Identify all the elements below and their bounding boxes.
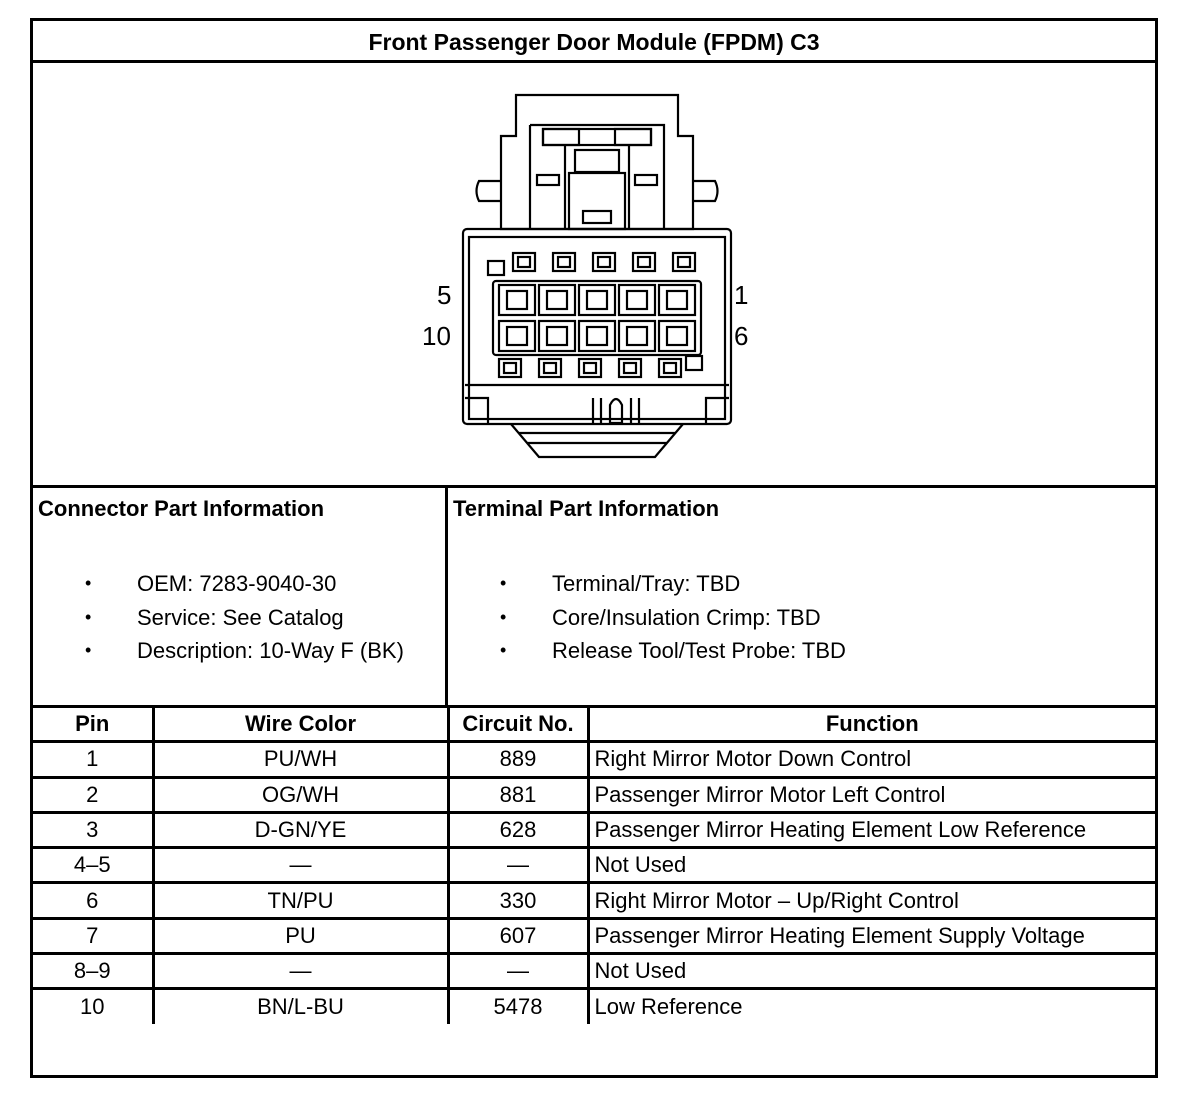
connector-info-oem: OEM: 7283-9040-30 — [137, 571, 337, 596]
list-item — [85, 634, 404, 668]
header-function: Function — [588, 707, 1155, 742]
cell-function: Not Used — [588, 848, 1155, 883]
bullet-icon: • — [85, 573, 92, 593]
cell-wire-color: — — [153, 954, 448, 989]
header-circuit-no: Circuit No. — [448, 707, 588, 742]
terminal-info-release-tool: Release Tool/Test Probe: TBD — [552, 638, 846, 663]
cell-wire-color: D-GN/YE — [153, 812, 448, 847]
connector-diagram — [33, 63, 1155, 488]
cell-function: Passenger Mirror Motor Left Control — [588, 777, 1155, 812]
cell-pin: 6 — [33, 883, 153, 918]
connector-info-service: Service: See Catalog — [137, 604, 344, 630]
bullet-icon: • — [85, 606, 92, 627]
pin-label-10: 10 — [422, 321, 451, 351]
cell-pin: 2 — [33, 777, 153, 812]
list-item — [500, 601, 846, 635]
cell-circuit: 5478 — [448, 989, 588, 1024]
cell-circuit: 628 — [448, 812, 588, 847]
table-row — [33, 742, 1155, 777]
bullet-icon: • — [500, 606, 507, 627]
cell-function: Right Mirror Motor Down Control — [588, 742, 1155, 777]
cell-wire-color: OG/WH — [153, 777, 448, 812]
cell-function: Passenger Mirror Heating Element Supply Voltage — [588, 918, 1155, 953]
cell-wire-color: TN/PU — [153, 883, 448, 918]
connector-info-list — [85, 567, 404, 668]
list-item — [85, 567, 404, 601]
table-row — [33, 918, 1155, 953]
cell-function: Passenger Mirror Heating Element Low Reference — [588, 812, 1155, 847]
terminal-info-heading: Terminal Part Information — [453, 496, 720, 521]
table-row — [33, 989, 1155, 1024]
table-row — [33, 883, 1155, 918]
cell-wire-color: — — [153, 848, 448, 883]
cell-function: Not Used — [588, 954, 1155, 989]
table-row — [33, 777, 1155, 812]
cell-wire-color: PU — [153, 918, 448, 953]
cell-pin: 3 — [33, 812, 153, 847]
cell-pin: 1 — [33, 742, 153, 777]
cell-circuit: 607 — [448, 918, 588, 953]
bullet-icon: • — [85, 640, 92, 660]
cell-pin: 10 — [33, 989, 153, 1024]
cell-function: Right Mirror Motor – Up/Right Control — [588, 883, 1155, 918]
cell-pin: 8–9 — [33, 954, 153, 989]
cell-circuit: — — [448, 848, 588, 883]
bullet-icon: • — [500, 573, 507, 593]
list-item — [85, 601, 404, 635]
table-row — [33, 954, 1155, 989]
cell-circuit: — — [448, 954, 588, 989]
table-header-row — [33, 707, 1155, 742]
terminal-info-list — [500, 567, 846, 668]
cell-function: Low Reference — [588, 989, 1155, 1024]
pin-label-1: 1 — [734, 280, 749, 310]
connector-face-drawing — [33, 63, 1155, 488]
document-title: Front Passenger Door Module (FPDM) C3 — [33, 21, 1155, 63]
connector-info-description: Description: 10-Way F (BK) — [137, 638, 404, 663]
connector-info-heading: Connector Part Information — [38, 496, 325, 521]
terminal-part-info — [448, 488, 1155, 708]
terminal-info-tray: Terminal/Tray: TBD — [552, 571, 741, 596]
bullet-icon: • — [500, 640, 507, 660]
connector-document — [30, 18, 1158, 1078]
header-wire-color: Wire Color — [153, 707, 448, 742]
cell-circuit: 881 — [448, 777, 588, 812]
pin-label-6: 6 — [734, 321, 749, 351]
table-row — [33, 812, 1155, 847]
pinout-table — [33, 705, 1155, 1024]
table-row — [33, 848, 1155, 883]
cell-pin: 7 — [33, 918, 153, 953]
pin-label-5: 5 — [437, 280, 452, 310]
connector-part-info — [33, 488, 448, 708]
cell-wire-color: PU/WH — [153, 742, 448, 777]
header-pin: Pin — [33, 707, 153, 742]
list-item — [500, 634, 846, 668]
list-item — [500, 567, 846, 601]
cell-pin: 4–5 — [33, 848, 153, 883]
terminal-info-crimp: Core/Insulation Crimp: TBD — [552, 604, 821, 630]
cell-wire-color: BN/L-BU — [153, 989, 448, 1024]
cell-circuit: 330 — [448, 883, 588, 918]
cell-circuit: 889 — [448, 742, 588, 777]
